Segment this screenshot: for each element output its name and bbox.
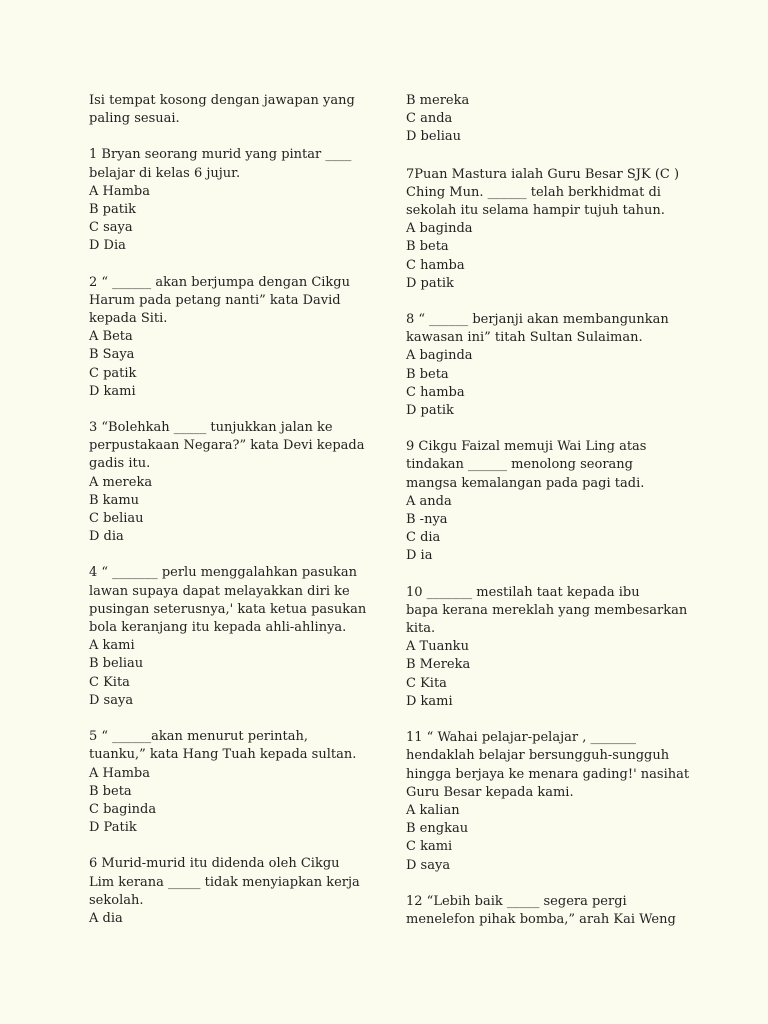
question-line: C dia — [406, 530, 441, 546]
question-line: B -nya — [406, 512, 448, 528]
option-line: D beliau — [406, 129, 462, 145]
question-line: kawasan ini” titah Sultan Sulaiman. — [406, 330, 643, 346]
question-line: belajar di kelas 6 jujur. — [89, 165, 241, 181]
question-line: tuanku,” kata Hang Tuah kepada sultan. — [89, 747, 357, 763]
question-line: D patik — [406, 275, 454, 291]
instructions — [89, 92, 394, 128]
question-line: B Mereka — [406, 657, 471, 673]
left-column — [89, 92, 394, 946]
question-block — [406, 311, 711, 420]
question-line: A anda — [406, 493, 452, 509]
instructions-line: Isi tempat kosong dengan jawapan yang — [89, 93, 355, 108]
question-line: C kami — [406, 839, 453, 855]
question-line: lawan supaya dapat melayakkan diri ke — [89, 583, 350, 599]
question-line: A Hamba — [89, 765, 151, 781]
question-block — [89, 146, 394, 255]
question-line: B engkau — [406, 821, 469, 837]
question-line: C Kita — [406, 675, 447, 691]
question-line: 6 Murid-murid itu didenda oleh Cikgu — [89, 856, 340, 872]
question-line: 9 Cikgu Faizal memuji Wai Ling atas — [406, 439, 647, 455]
question-line: 8 “ ______ berjanji akan membangunkan — [406, 312, 669, 328]
question-line: D dia — [89, 529, 124, 545]
question-block — [406, 729, 711, 875]
question-line: A baginda — [406, 348, 473, 364]
question-line: D saya — [89, 692, 134, 708]
question-line: B beta — [89, 783, 132, 799]
question-block — [406, 166, 711, 293]
question-line: hendaklah belajar bersungguh-sungguh — [406, 748, 670, 764]
question-6-options-continued — [406, 92, 711, 147]
question-line: C baginda — [89, 801, 157, 817]
question-line: D ia — [406, 548, 433, 564]
question-line: menelefon pihak bomba,” arah Kai Weng — [406, 911, 676, 927]
question-line: C Kita — [89, 674, 130, 690]
question-line: bola keranjang itu kepada ahli-ahlinya. — [89, 620, 347, 636]
question-line: D kami — [89, 383, 136, 399]
question-line: 2 “ ______ akan berjumpa dengan Cikgu — [89, 274, 351, 290]
question-line: D Patik — [89, 820, 137, 836]
question-line: kita. — [406, 621, 436, 637]
question-line: A kami — [89, 638, 135, 654]
question-line: C saya — [89, 220, 133, 236]
question-line: sekolah. — [89, 892, 144, 908]
question-line: gadis itu. — [89, 456, 151, 472]
question-line: 3 “Bolehkah _____ tunjukkan jalan ke — [89, 420, 333, 436]
question-line: kepada Siti. — [89, 311, 168, 327]
question-line: C patik — [89, 365, 137, 381]
question-block — [89, 728, 394, 837]
question-line: D saya — [406, 857, 451, 873]
question-line: D kami — [406, 693, 453, 709]
question-line: 11 “ Wahai pelajar-pelajar , _______ — [406, 730, 636, 746]
question-line: A Beta — [89, 329, 133, 345]
question-line: B kamu — [89, 492, 140, 508]
question-line: B beliau — [89, 656, 144, 672]
question-line: A kalian — [406, 802, 460, 818]
question-block — [406, 893, 711, 929]
question-line: pusingan seterusnya,' kata ketua pasukan — [89, 601, 367, 617]
question-line: B beta — [406, 239, 449, 255]
question-line: Harum pada petang nanti” kata David — [89, 292, 341, 308]
question-block — [89, 564, 394, 710]
question-line: B Saya — [89, 347, 135, 363]
option-line: B mereka — [406, 93, 470, 108]
question-block — [89, 419, 394, 546]
question-line: C hamba — [406, 384, 465, 400]
question-line: Lim kerana _____ tidak menyiapkan kerja — [89, 874, 360, 890]
question-block — [406, 584, 711, 711]
question-line: 7Puan Mastura ialah Guru Besar SJK (C ) — [406, 166, 680, 182]
question-line: Guru Besar kepada kami. — [406, 784, 574, 800]
question-line: perpustakaan Negara?” kata Devi kepada — [89, 438, 365, 454]
question-line: bapa kerana mereklah yang membesarkan — [406, 602, 688, 618]
right-column — [406, 92, 711, 947]
question-line: A Hamba — [89, 183, 151, 199]
question-block — [89, 855, 394, 928]
question-line: 5 “ ______akan menurut perintah, — [89, 729, 309, 745]
question-line: 10 _______ mestilah taat kepada ibu — [406, 584, 640, 600]
question-line: C hamba — [406, 257, 465, 273]
question-line: 12 “Lebih baik _____ segera pergi — [406, 893, 627, 909]
option-line: C anda — [406, 111, 453, 127]
question-line: hingga berjaya ke menara gading!' nasihat — [406, 766, 690, 782]
question-line: A dia — [89, 910, 123, 926]
question-line: C beliau — [89, 511, 144, 527]
question-line: A baginda — [406, 221, 473, 237]
question-line: D patik — [406, 403, 454, 419]
instructions-line: paling sesuai. — [89, 111, 180, 127]
question-line: mangsa kemalangan pada pagi tadi. — [406, 475, 645, 491]
question-line: D Dia — [89, 238, 126, 254]
question-block — [406, 438, 711, 565]
question-line: Ching Mun. ______ telah berkhidmat di — [406, 184, 661, 200]
question-line: A mereka — [89, 474, 153, 490]
question-line: tindakan ______ menolong seorang — [406, 457, 633, 473]
question-line: sekolah itu selama hampir tujuh tahun. — [406, 203, 665, 219]
question-line: B beta — [406, 366, 449, 382]
question-line: A Tuanku — [406, 639, 469, 655]
question-block — [89, 274, 394, 401]
question-line: 1 Bryan seorang murid yang pintar ____ — [89, 147, 352, 163]
question-line: B patik — [89, 202, 137, 218]
question-line: 4 “ _______ perlu menggalahkan pasukan — [89, 565, 358, 581]
